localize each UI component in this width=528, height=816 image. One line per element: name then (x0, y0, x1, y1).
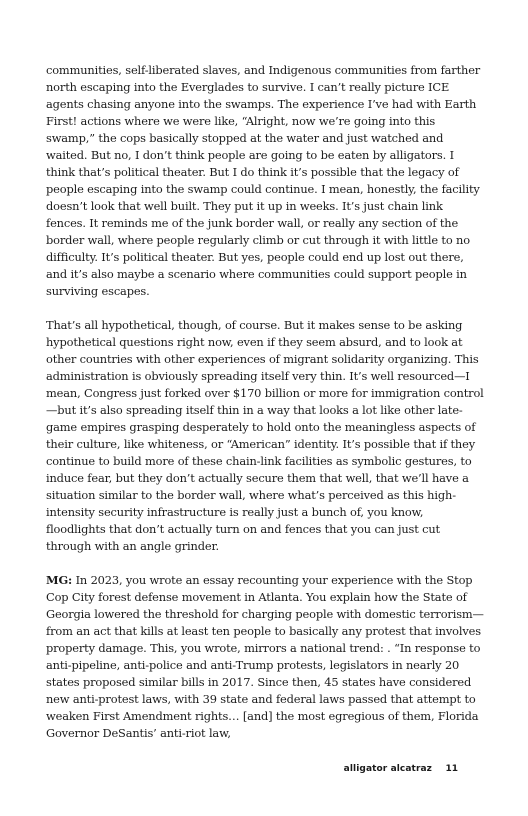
paragraph-3 (46, 572, 484, 742)
paragraph-1: communities, self-liberated slaves, and Indigenous communities from farther north escaping into the Everglades to survive. I can’t really picture ICE agents chasing anyone into the swamps. The experience I’ve had with Earth First! actions where we were like, “Alright, now we’re going into this swamp,” the cops basically stopped at the water and just watched and waited. But no, I don’t think people are going to be eaten by alligators. I think that’s political theater. But I do think it’s possible that the legacy of people escaping into the swamp could continue. I mean, honestly, the facility doesn’t look that well built. They put it up in weeks. It’s just chain link fences. It reminds me of the junk border wall, or really any section of the border wall, where people regularly climb or cut through it with little to no difficulty. It’s political theater. But yes, people could end up lost out there, and it’s also maybe a scenario where communities could support people in surviving escapes. (46, 63, 481, 298)
paragraph-3-text: In 2023, you wrote an essay recounting your experience with the Stop Cop City forest defense movement in Atlanta. You explain how the State of Georgia lowered the threshold for charging people with domestic terrorism—from an act that kills at least ten people to basically any protest that involves property damage. This, you wrote, mirrors a national trend: . “In response to anti-pipeline, anti-police and anti-Trump protests, legislators in nearly 20 states proposed similar bills in 2017. Since then, 45 states have considered new anti-protest laws, with 39 state and federal laws passed that attempt to weaken First Amendment rights… [and] the most egregious of them, Florida Governor DeSantis’ anti-riot law, (46, 573, 484, 740)
speaker-label: MG: (46, 573, 73, 587)
page-number: 11 (445, 764, 458, 774)
running-title: alligator alcatraz (343, 764, 432, 774)
article-body (46, 62, 484, 759)
page-footer (0, 764, 528, 780)
paragraph-2: That’s all hypothetical, though, of course. But it makes sense to be asking hypothetical questions right now, even if they seem absurd, and to look at other countries with other experiences of migrant solidarity organizing. This administration is obviously spreading itself very thin. It’s well resourced—I mean, Congress just forked over $170 billion or more for immigration control—but it’s also spreading itself thin in a way that looks a lot like other late-game empires grasping desperately to hold onto the meaningless aspects of their culture, like whiteness, or “American” identity. It’s possible that if they continue to build more of these chain-link facilities as symbolic gestures, to induce fear, but they don’t actually secure them that well, that we’ll have a situation similar to the border wall, where what’s perceived as this high-intensity security infrastructure is really just a bunch of, you know, floodlights that don’t actually turn on and fences that you can just cut through with an angle grinder. (46, 318, 484, 553)
